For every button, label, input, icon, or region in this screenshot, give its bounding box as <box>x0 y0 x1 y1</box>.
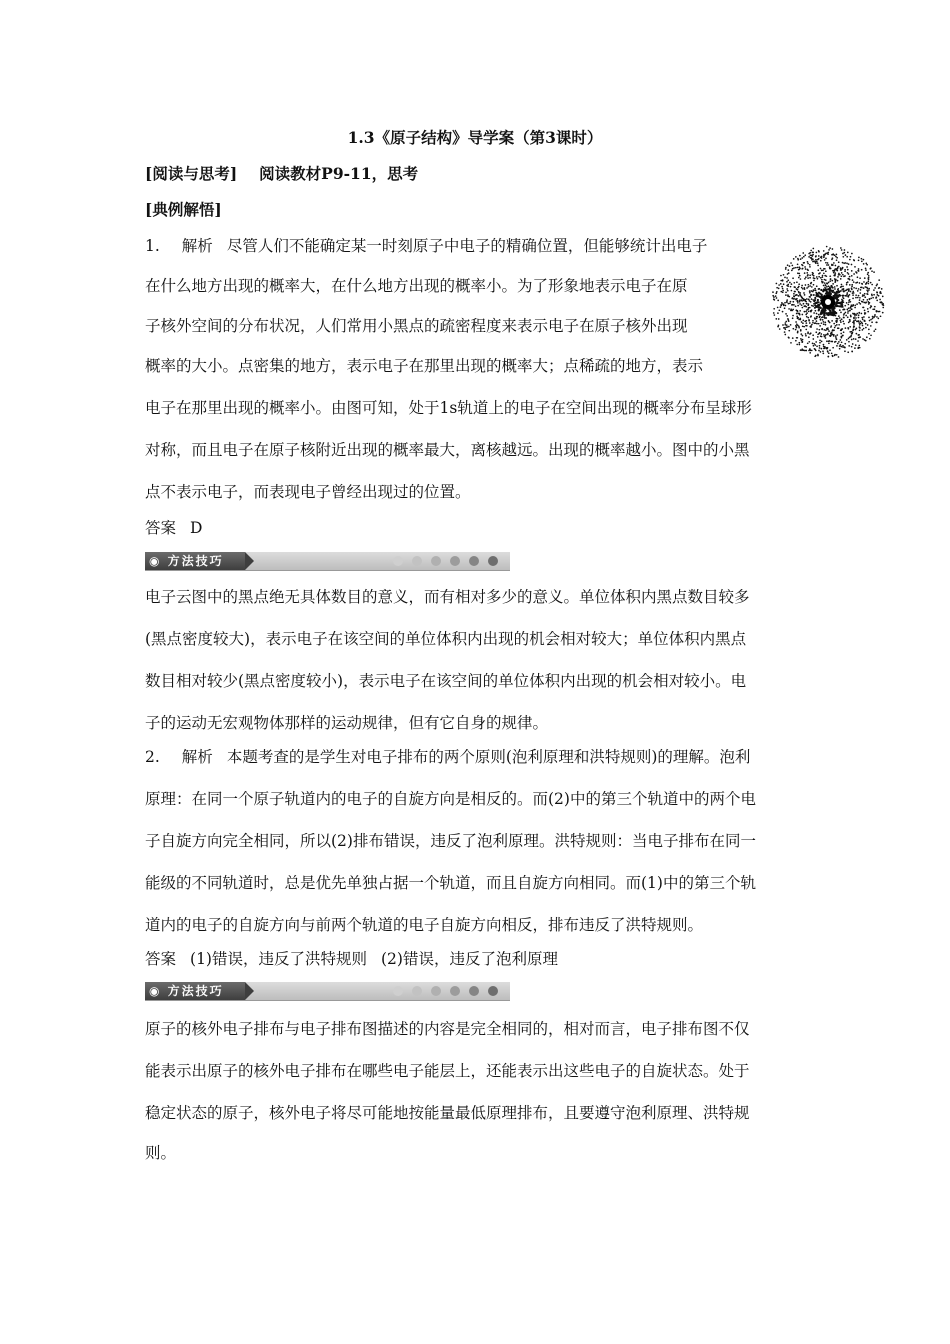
reading-text: 阅读教材P9-11，思考 <box>259 164 419 183</box>
tip1-line-2: (黑点密度较大)，表示电子在该空间的单位体积内出现的机会相对较大；单位体积内黑点 <box>145 630 747 648</box>
q2-line-2: 原理：在同一个原子轨道内的电子的自旋方向是相反的。而(2)中的第三个轨道中的两个电 <box>145 790 756 808</box>
tip1-line-4: 子的运动无宏观物体那样的运动规律，但有它自身的规律。 <box>145 714 549 732</box>
method-tip-label: ◉ 方法技巧 <box>145 552 245 570</box>
q2-number: 2. <box>145 748 160 766</box>
q1-line-6: 对称，而且电子在原子核附近出现的概率最大，离核越远。出现的概率越小。图中的小黑 <box>145 441 750 459</box>
q1-line-5: 电子在那里出现的概率小。由图可知，处于1s轨道上的电子在空间出现的概率分布呈球形 <box>145 399 752 417</box>
q2-line-3: 子自旋方向完全相同，所以(2)排布错误，违反了泡利原理。洪特规则：当电子排布在同一 <box>145 832 756 850</box>
q1-answer-value: D <box>190 519 203 537</box>
q2-answer-a: (1)错误，违反了洪特规则 <box>190 950 367 968</box>
q2-answer <box>145 949 558 969</box>
q1-line-7: 点不表示电子，而表现电子曾经出现过的位置。 <box>145 483 471 501</box>
method-tip-bar-2 <box>145 982 510 1001</box>
reading-section <box>145 164 418 184</box>
q1-line-4: 概率的大小。点密集的地方，表示电子在那里出现的概率大；点稀疏的地方，表示 <box>145 357 704 375</box>
example-heading: [典例解悟] <box>145 200 222 219</box>
nucleus-center <box>825 299 831 305</box>
q1-lead: 解析 <box>181 237 213 255</box>
q1-line-3: 子核外空间的分布状况，人们常用小黑点的疏密程度来表示电子在原子核外出现 <box>145 317 688 335</box>
tip2-line-2: 能表示出原子的核外电子排布在哪些电子能层上，还能表示出这些电子的自旋状态。处于 <box>145 1062 750 1080</box>
tip-dots <box>393 556 498 566</box>
tip1-line-3: 数目相对较少(黑点密度较小)，表示电子在该空间的单位体积内出现的机会相对较小。电 <box>145 672 747 690</box>
electron-cloud-figure <box>770 244 886 360</box>
q2-answer-b: (2)错误，违反了泡利原理 <box>380 950 558 968</box>
q1-answer <box>145 518 202 538</box>
tip-dots <box>393 986 498 996</box>
q1-line-2: 在什么地方出现的概率大，在什么地方出现的概率小。为了形象地表示电子在原 <box>145 277 688 295</box>
q1-line-1: 1. 解析 尽管人们不能确定某一时刻原子中电子的精确位置，但能够统计出电子 <box>145 237 708 255</box>
method-tip-bar-1 <box>145 552 510 571</box>
reading-label: [阅读与思考] <box>145 164 238 183</box>
q1-number: 1. <box>145 237 160 255</box>
tip2-line-3: 稳定状态的原子，核外电子将尽可能地按能量最低原理排布，且要遵守泡利原理、洪特规 <box>145 1104 750 1122</box>
tip2-line-4: 则。 <box>145 1144 177 1162</box>
q1-answer-label: 答案 <box>145 519 177 537</box>
q2-line-5: 道内的电子的自旋方向与前两个轨道的电子自旋方向相反，排布违反了洪特规则。 <box>145 916 704 934</box>
tip1-line-1: 电子云图中的黑点绝无具体数目的意义，而有相对多少的意义。单位体积内黑点数目较多 <box>145 588 750 606</box>
q2-lead: 解析 <box>181 748 213 766</box>
q2-answer-label: 答案 <box>145 950 177 968</box>
method-tip-label: ◉ 方法技巧 <box>145 982 245 1000</box>
q2-line-1: 2. 解析 本题考查的是学生对电子排布的两个原则(泡利原理和洪特规则)的理解。泡利 <box>145 748 751 766</box>
page-title: 1.3《原子结构》导学案（第3课时） <box>347 128 603 147</box>
tip2-line-1: 原子的核外电子排布与电子排布图描述的内容是完全相同的，相对而言，电子排布图不仅 <box>145 1020 750 1038</box>
q2-line-4: 能级的不同轨道时，总是优先单独占据一个轨道，而且自旋方向相同。而(1)中的第三个轨 <box>145 874 756 892</box>
